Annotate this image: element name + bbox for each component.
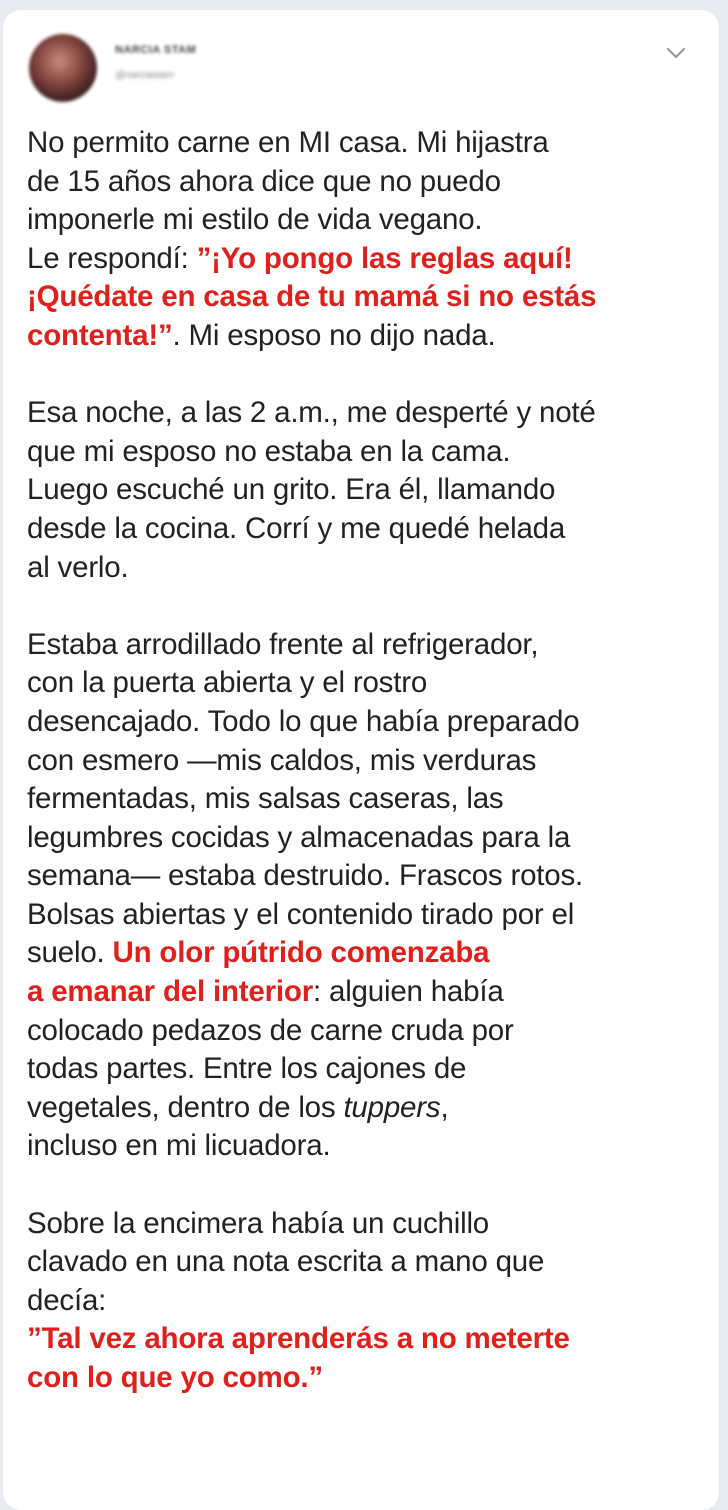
tweet-line: colocado pedazos de carne cruda por	[27, 1013, 514, 1047]
user-handle[interactable]: @narciastam	[115, 70, 175, 81]
tweet-card	[3, 10, 719, 1510]
tweet-line: decía:	[27, 1283, 107, 1317]
user-name[interactable]: NARCIA STAM	[115, 44, 197, 56]
tweet-line: Esa noche, a las 2 a.m., me desperté y noté	[27, 396, 596, 430]
tweet-line: Estaba arrodillado frente al refrigerador,	[27, 627, 539, 661]
highlight-phrase: Un olor pútrido comenzaba	[112, 936, 490, 970]
tweet-line: desde la cocina. Corrí y me quedé helada	[27, 511, 566, 545]
tweet-line: Luego escuché un grito. Era él, llamando	[27, 473, 556, 507]
avatar[interactable]	[29, 34, 97, 102]
tweet-line: que mi esposo no estaba en la cama.	[27, 434, 511, 468]
tweet-line: No permito carne en MI casa. Mi hijastra	[27, 126, 549, 159]
tweet-line	[27, 240, 707, 279]
tweet-line: clavado en una nota escrita a mano que	[27, 1245, 545, 1279]
tweet-line: de 15 años ahora dice que no puedo	[27, 164, 501, 198]
tweet-line: todas partes. Entre los cajones de	[27, 1052, 467, 1086]
highlight-note: ”Tal vez ahora aprenderás a no meterte	[27, 1322, 570, 1356]
paragraph-gap	[27, 587, 707, 626]
paragraph-gap	[27, 1166, 707, 1205]
tweet-line	[27, 973, 707, 1012]
tweet-text-fragment: . Mi esposo no dijo nada.	[172, 318, 496, 352]
highlight-quote: ”¡Yo pongo las reglas aquí!	[196, 241, 573, 275]
highlight-phrase: a emanar del interior	[27, 975, 313, 1009]
tweet-line: con esmero —mis caldos, mis verduras	[27, 743, 537, 777]
highlight-quote: ¡Quédate en casa de tu mamá si no estás	[27, 280, 597, 314]
tweet-line: fermentadas, mis salsas caseras, las	[27, 782, 504, 816]
tweet-text	[27, 124, 707, 1398]
tweet-line: desencajado. Todo lo que había preparado	[27, 704, 580, 738]
tweet-line: legumbres cocidas y almacenadas para la	[27, 820, 571, 854]
tweet-line: con la puerta abierta y el rostro	[27, 666, 428, 700]
tweet-line	[27, 1089, 707, 1128]
tweet-line: Bolsas abiertas y el contenido tirado por el	[27, 897, 575, 931]
tweet-line: semana— estaba destruido. Frascos rotos.	[27, 859, 584, 893]
highlight-quote: contenta!”	[27, 318, 173, 352]
tweet-line	[27, 934, 707, 973]
chevron-down-icon[interactable]	[665, 46, 687, 60]
highlight-note: con lo que yo como.”	[27, 1361, 323, 1394]
reply-intro: Le respondí:	[27, 241, 197, 275]
tweet-line	[27, 317, 707, 356]
tweet-text-fragment: : alguien había	[313, 975, 504, 1009]
italic-word: tuppers	[343, 1090, 441, 1124]
paragraph-gap	[27, 356, 707, 395]
tweet-line: incluso en mi licuadora.	[27, 1129, 331, 1163]
tweet-text-fragment: suelo.	[27, 936, 113, 970]
tweet-text-fragment: vegetales, dentro de los	[27, 1090, 344, 1124]
tweet-line: Sobre la encimera había un cuchillo	[27, 1206, 490, 1240]
tweet-line: imponerle mi estilo de vida vegano.	[27, 203, 483, 237]
tweet-line: al verlo.	[27, 550, 129, 584]
tweet-text-fragment: ,	[440, 1090, 449, 1124]
